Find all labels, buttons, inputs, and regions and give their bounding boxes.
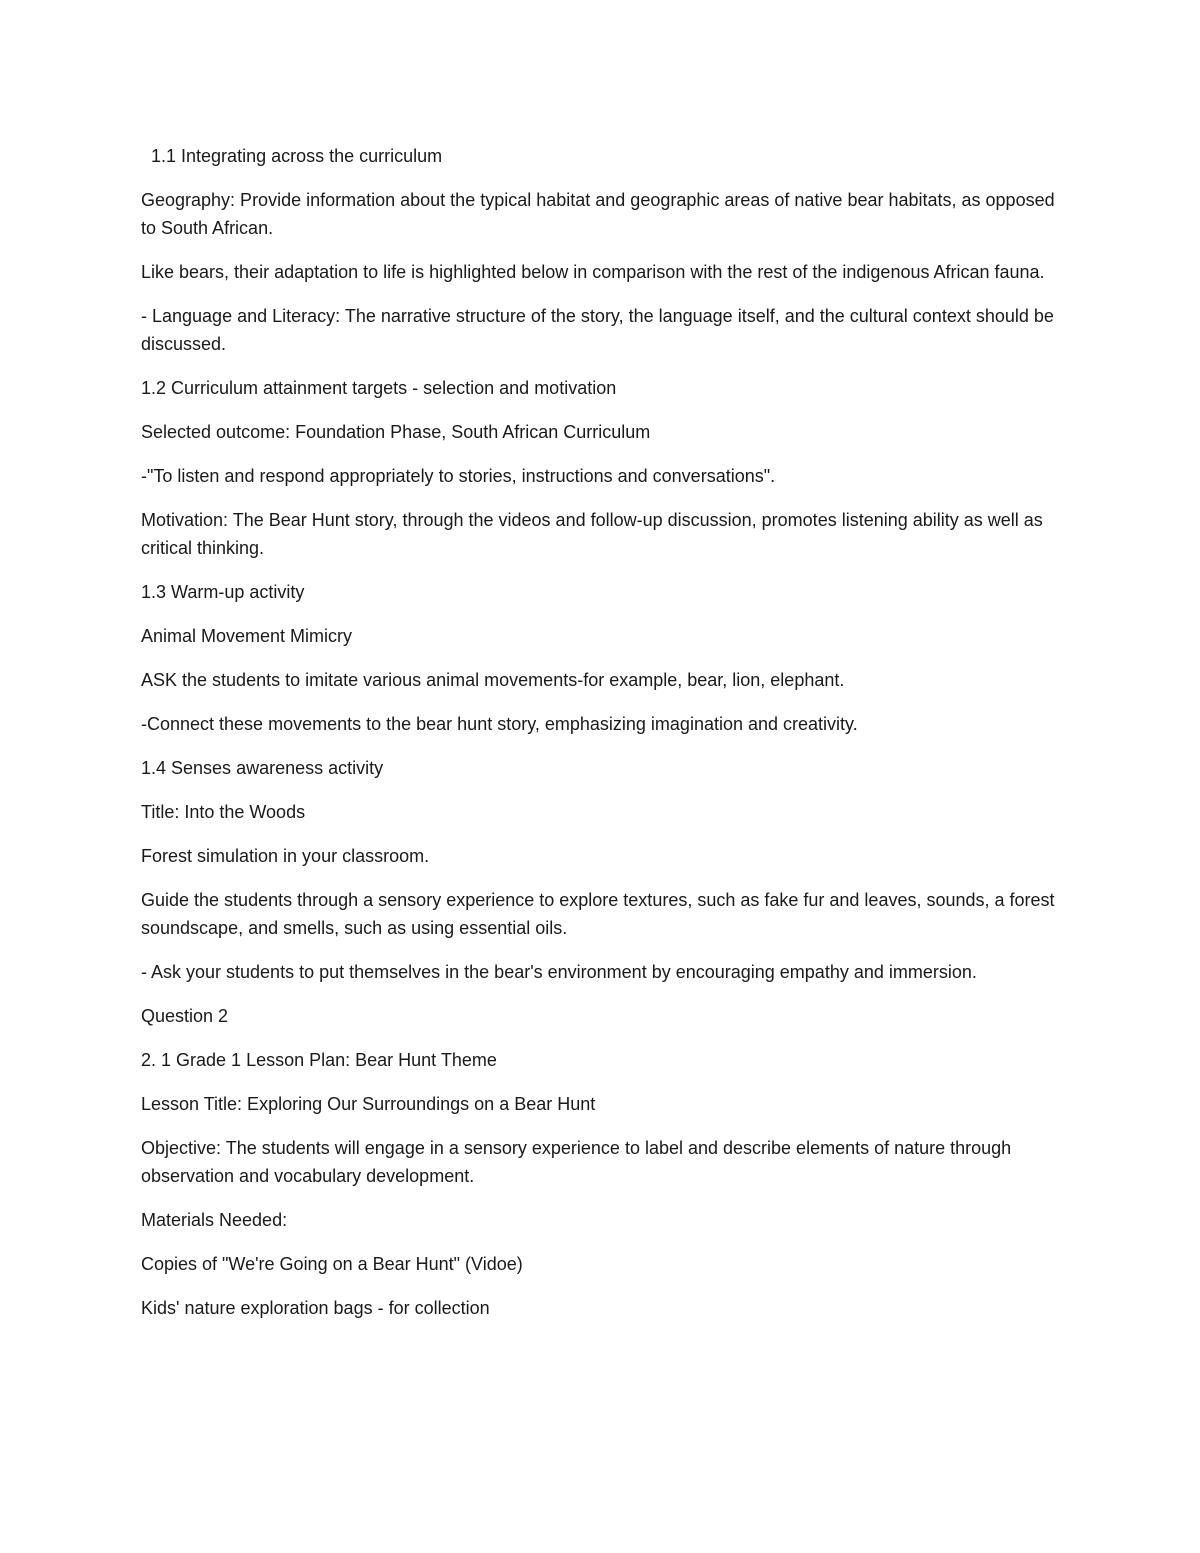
paragraph-selected-outcome: Selected outcome: Foundation Phase, South African Curriculum bbox=[141, 422, 651, 442]
paragraph-outcome-quote: -"To listen and respond appropriately to stories, instructions and conversations". bbox=[141, 466, 776, 486]
paragraph-materials-needed: Materials Needed: bbox=[141, 1210, 288, 1230]
heading-integrating-curriculum: 1.1 Integrating across the curriculum bbox=[151, 146, 443, 166]
paragraph-bear-environment: - Ask your students to put themselves in the bear's environment by encouraging empathy and immersion. bbox=[141, 962, 977, 982]
paragraph-guide-students: Guide the students through a sensory experience to explore textures, such as fake fur and leaves, sounds, a forest soundscape, and smells, such as using essential oils. bbox=[141, 890, 1055, 938]
paragraph-copies-video: Copies of "We're Going on a Bear Hunt" (Vidoe) bbox=[141, 1254, 523, 1274]
paragraph-ask-students: ASK the students to imitate various animal movements-for example, bear, lion, elephant. bbox=[141, 670, 845, 690]
paragraph-forest-simulation: Forest simulation in your classroom. bbox=[141, 846, 430, 866]
paragraph-geography: Geography: Provide information about the typical habitat and geographic areas of native bear habitats, as opposed to South African. bbox=[141, 190, 1055, 238]
heading-senses-awareness: 1.4 Senses awareness activity bbox=[141, 758, 384, 778]
paragraph-connect-movements: -Connect these movements to the bear hunt story, emphasizing imagination and creativity. bbox=[141, 714, 858, 734]
paragraph-adaptation: Like bears, their adaptation to life is highlighted below in comparison with the rest of the indigenous African fauna. bbox=[141, 262, 1045, 282]
heading-question-2: Question 2 bbox=[141, 1006, 229, 1026]
paragraph-title-woods: Title: Into the Woods bbox=[141, 802, 306, 822]
paragraph-lesson-title: Lesson Title: Exploring Our Surroundings on a Bear Hunt bbox=[141, 1094, 596, 1114]
paragraph-animal-mimicry: Animal Movement Mimicry bbox=[141, 626, 353, 646]
paragraph-objective: Objective: The students will engage in a sensory experience to label and describe elements of nature through observation and vocabulary development. bbox=[141, 1138, 1012, 1186]
paragraph-motivation: Motivation: The Bear Hunt story, through the videos and follow-up discussion, promotes listening ability as well as critical thinking. bbox=[141, 510, 1043, 558]
paragraph-language-literacy: - Language and Literacy: The narrative structure of the story, the language itself, and the cultural context should be discussed. bbox=[141, 306, 1054, 354]
heading-attainment-targets: 1.2 Curriculum attainment targets - selection and motivation bbox=[141, 378, 617, 398]
heading-warm-up: 1.3 Warm-up activity bbox=[141, 582, 305, 602]
heading-lesson-plan: 2. 1 Grade 1 Lesson Plan: Bear Hunt Theme bbox=[141, 1050, 497, 1070]
paragraph-exploration-bags: Kids' nature exploration bags - for collection bbox=[141, 1298, 490, 1318]
document-body bbox=[141, 142, 1071, 1338]
